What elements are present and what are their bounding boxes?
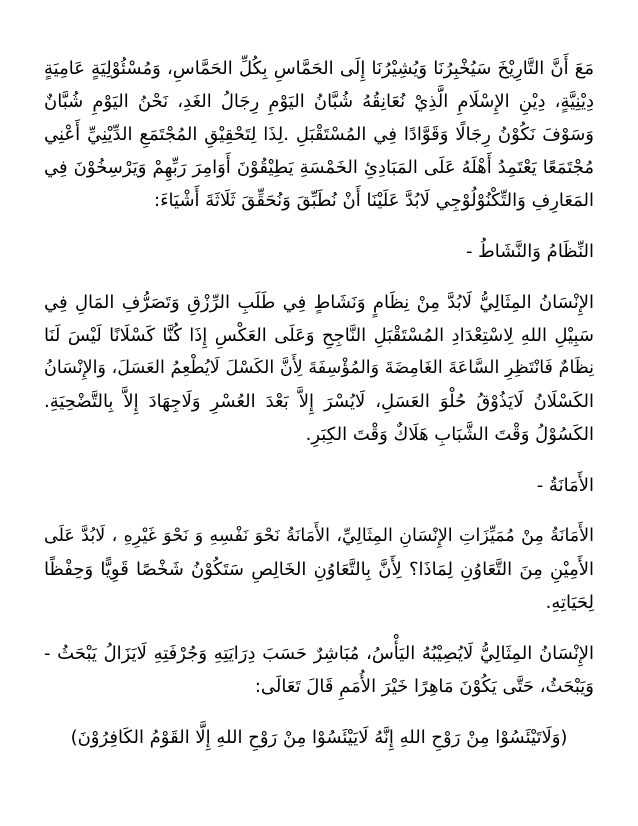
discipline-line: سَبِيْلِ اللهِ لِاسْتِعْدَادِ المُسْتَقْبَلِ النَّاجِحِ وَعَلَى العَكْسِ إِذَا كُنَّا كَسْلَانًا لَيْسَ لَنَا (44, 325, 594, 346)
perseverance-paragraph (44, 637, 594, 703)
honesty-line: لِحَيَاتِهِ. (545, 592, 594, 613)
honesty-line: الأَمَانَةُ مِنْ مُمَيِّزَاتِ الإِنْسَانِ المِثَالِيِّ، الأَمَانَةُ نَحْوَ نَفْسِهِ وَ نَحْوَ غَيْرِهِ ، لَابُدَّ عَلَى (44, 526, 594, 546)
intro-line: وَسَوْفَ نَكُوْنُ رِجَالًا وَقَوَّادًا فِي المُسْتَقْبَلِ .لِذَا لِتَحْقِيْقِ المُجْتَمَعِ الدِّيْنِيِّ أَعْنِي (44, 124, 594, 145)
intro-paragraph (44, 52, 594, 217)
intro-line: دِيْنِيَّةٍ، دِيْنِ الإِسْلَامِ الَّذِيْ نُعَانِقُهُ شُبَّانُ اليَوْمِ رِجَالُ الغَدِ، نَحْنُ اليَوْمِ شُبَّانٌ (44, 91, 594, 112)
quran-verse: (وَلَاتَيْئَسُوْا مِنْ رَوْحِ اللهِ إِنَّهُ لَايَيْئَسُوْا مِنْ رَوْحِ اللهِ إِلَّا القَوْمُ الكَافِرُوْنَ) (70, 727, 568, 748)
discipline-line: الكَسْلَانُ لَايَذُوْقُ حُلْوَ العَسَلِ، لَايُسْرَ إِلاَّ بَعْدَ العُسْرِ وَلَاجِهَادَ إِلاَّ بِالتَّضْحِيَةِ. (44, 391, 594, 412)
honesty-line: الأَمِيْنِ مِنَ التَّعَاوُنِ لِمَاذَا؟ لِأَنَّ بِالتَّعَاوُنِ الخَالِصِ سَتَكُوْنُ شَخْصًا قَوِيًّا وَحِفْظًا (44, 559, 594, 580)
intro-line: مُجْتَمَعًا يَعْتَمِدُ أَهْلَهُ عَلَى المَبَادِئِ الخَمْسَةِ يَطِيْقُوْنَ أَوَامِرَ رَبِّهِمْ وَيَرْسِخُوْنَ فِي (44, 157, 594, 178)
discipline-line: الإِنْسَانُ المِثَالِيُّ لَابُدَّ مِنْ نِظَامٍ وَنَشَاطٍ فِي طَلَبِ الرِّزْقِ وَتَصَرُّفِ المَالِ فِي (44, 292, 594, 313)
discipline-paragraph (44, 286, 594, 451)
section-heading-honesty: الأَمَانَةُ - (536, 475, 594, 496)
perseverance-line: الإِنْسَانُ المِثَالِيُّ لَايُصِيْبُهُ اليَأْسُ، مُبَاشِرٌ حَسَبَ دِرَايَتِهِ وَجُرْفَتِهِ لَايَزَالُ يَبْحَثُ - (44, 643, 594, 664)
honesty-paragraph (44, 520, 594, 619)
section-heading-discipline: النِّظَامُ وَالنَّشَاطُ - (465, 241, 594, 262)
intro-line: مَعَ أَنَّ التَّارِيْخَ سَيُخْبِرُنَا وَيُشِيْرُنَا إِلَى الحَمَّاسِ بِكُلِّ الحَمَّاسِ، وَمُسْئُوْلِيَةٍ عَامِيَةٍ (44, 58, 594, 79)
discipline-line: الكَسُوْلُ وَقْتَ الشَّبَابِ هَلَاكٌ وَقْتَ الكِبَرِ. (305, 424, 594, 445)
discipline-line: نِظَامٌ فَانْتَظِرِ السَّاعَةَ الغَامِضَةَ وَالمُؤْسِفَةَ لِأَنَّ الكَسْلَ لَايُطْعِمُ العَسَلَ، وَالإِنْسَانُ (44, 358, 594, 378)
perseverance-line: وَيَبْحَثُ، حَتَّى يَكُوْنَ مَاهِرًا خَيْرَ الأُمَمِ قَالَ تَعَالَى: (254, 676, 594, 697)
intro-line: المَعَارِفِ وَالتِّكْنُوْلُوْجِي لَابُدَّ عَلَيْنَا أَنْ نُطَبِّقَ وَنُحَقِّقَ ثَلَاثَةَ أَشْيَاءَ: (154, 190, 594, 211)
